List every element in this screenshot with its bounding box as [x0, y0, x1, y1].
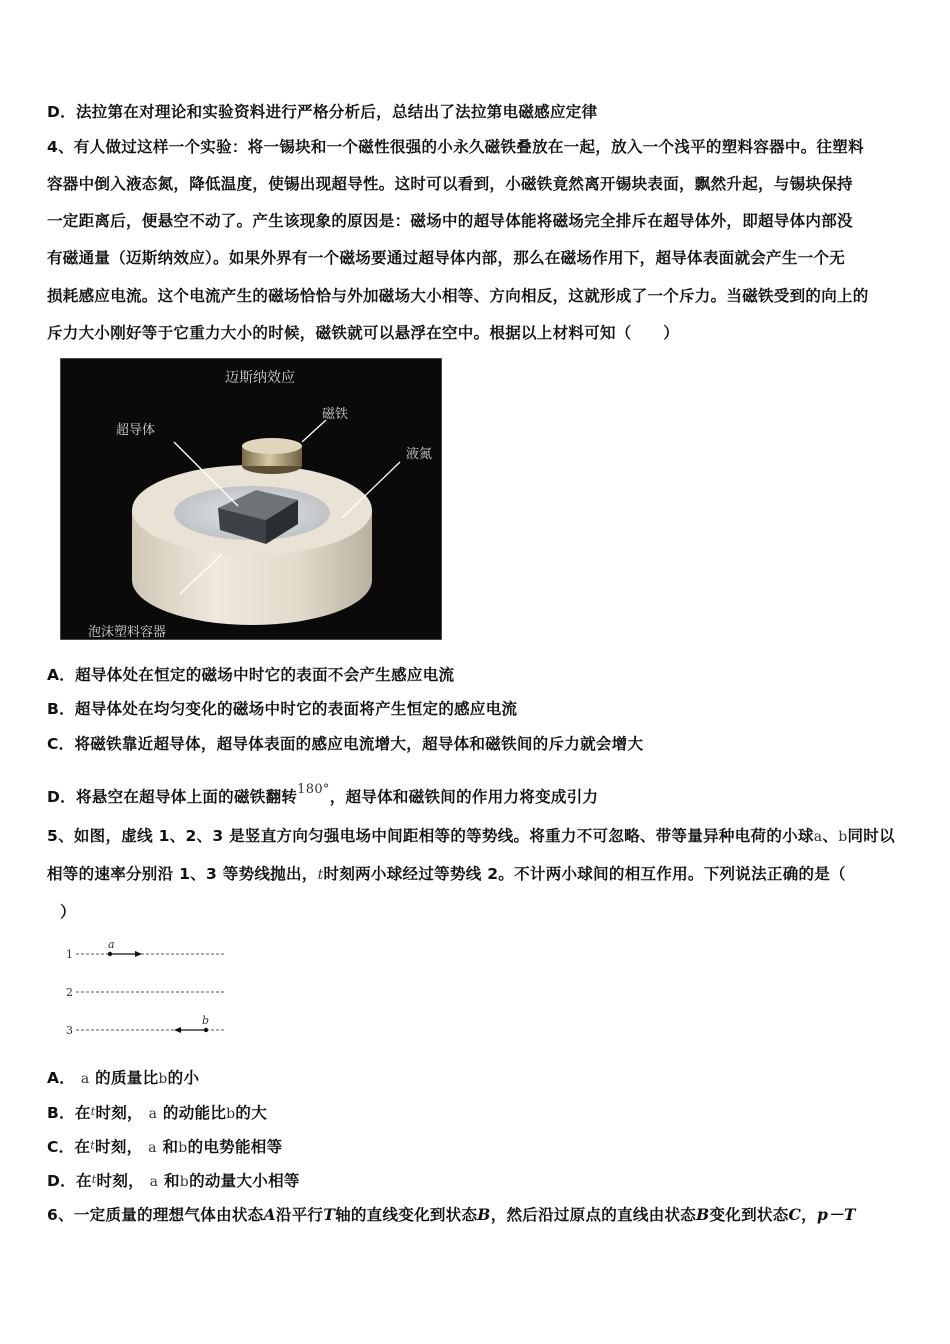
- q5-option-b: B．在t时刻， a 的动能比b的大: [47, 1104, 267, 1122]
- arrow-b: [174, 1027, 181, 1033]
- q3-option-d: D．法拉第在对理论和实验资料进行严格分析后，总结出了法拉第电磁感应定律: [47, 103, 598, 121]
- q5-stem-line-1: 5、如图，虚线 1、2、3 是竖直方向匀强电场中间距相等的等势线。将重力不可忽略、带等量异种电荷的小球a、b同时以: [47, 827, 895, 845]
- q4-option-d: D．将悬空在超导体上面的磁铁翻转$^{180^\circ}$，超导体和磁铁间的作用力将变成引力: [47, 782, 599, 806]
- label-magnet: 磁铁: [322, 407, 349, 422]
- magnet-top: [242, 438, 302, 454]
- line-label-3: 3: [66, 1024, 73, 1037]
- meissner-effect-figure: [60, 358, 442, 640]
- q6-stem-line-1: 6、一定质量的理想气体由状态A沿平行T轴的直线变化到状态B，然后沿过原点的直线由状态B变化到状态C，p－T: [47, 1205, 856, 1224]
- q5-stem-line-2: 相等的速率分别沿 1、3 等势线抛出，t时刻两小球经过等势线 2。不计两小球间的相互作用。下列说法正确的是（: [47, 865, 846, 883]
- q5-option-c: C．在t时刻， a 和b的电势能相等: [47, 1138, 283, 1156]
- label-superconductor: 超导体: [116, 423, 156, 438]
- q5-stem-line-3: ）: [60, 903, 76, 921]
- q4-stem-line-4: 有磁通量（迈斯纳效应）。如果外界有一个磁场要通过超导体内部，那么在磁场作用下，超导体表面就会产生一个无: [47, 249, 846, 267]
- line-label-2: 2: [66, 986, 73, 999]
- q4-option-b: B．超导体处在均匀变化的磁场中时它的表面将产生恒定的感应电流: [47, 700, 518, 718]
- q4-stem-line-1: 4、有人做过这样一个实验：将一锡块和一个磁性很强的小永久磁铁叠放在一起，放入一个浅平的塑料容器中。往塑料: [47, 138, 864, 156]
- q4-option-a: A．超导体处在恒定的磁场中时它的表面不会产生感应电流: [47, 666, 455, 684]
- label-liquid-nitrogen: 液氮: [406, 447, 433, 462]
- q4-stem-line-6: 斥力大小刚好等于它重力大小的时候，磁铁就可以悬浮在空中。根据以上材料可知（ ）: [47, 324, 680, 342]
- q5-option-a: A． a 的质量比b的小: [47, 1069, 200, 1087]
- q4-stem-line-5: 损耗感应电流。这个电流产生的磁场恰恰与外加磁场大小相等、方向相反，这就形成了一个斥力。当磁铁受到的向上的: [47, 287, 869, 305]
- equipotential-lines-figure: [60, 938, 230, 1042]
- q5-option-d: D．在t时刻， a 和b的动量大小相等: [47, 1172, 300, 1190]
- ball-a-label: a: [108, 938, 115, 951]
- q4-option-c: C．将磁铁靠近超导体，超导体表面的感应电流增大，超导体和磁铁间的斥力就会增大: [47, 735, 644, 753]
- q4-stem-line-3: 一定距离后，便悬空不动了。产生该现象的原因是：磁场中的超导体能将磁场完全排斥在超导体外，即超导体内部没: [47, 212, 853, 230]
- degree-180: 180°: [297, 782, 330, 797]
- ball-b-label: b: [202, 1014, 210, 1027]
- line-label-1: 1: [66, 948, 73, 961]
- figure-title: 迈斯纳效应: [225, 370, 295, 386]
- arrow-a: [135, 951, 142, 957]
- q4-stem-line-2: 容器中倒入液态氮，降低温度，使锡出现超导性。这时可以看到，小磁铁竟然离开锡块表面，飘然升起，与锡块保持: [47, 175, 853, 193]
- label-foam-container: 泡沫塑料容器: [88, 625, 167, 640]
